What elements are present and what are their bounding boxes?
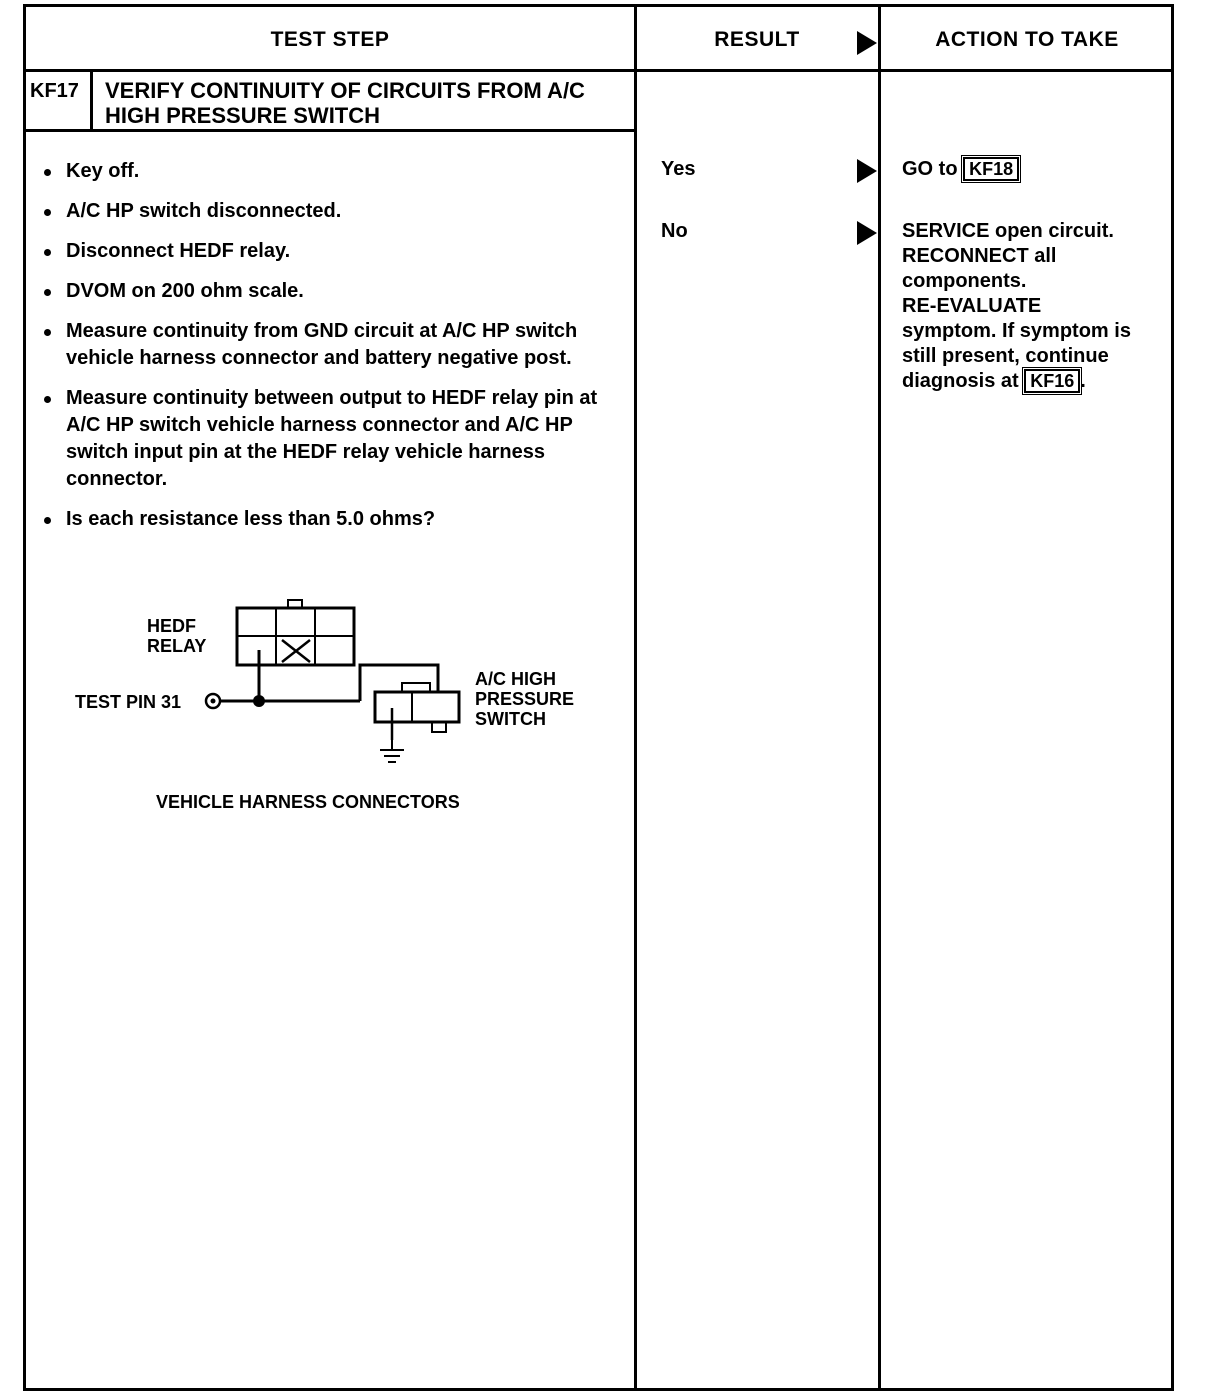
switch-label-2: PRESSURE <box>475 689 575 709</box>
step-ref-kf18[interactable]: KF18 <box>963 157 1019 181</box>
relay-label-2: RELAY <box>147 636 207 656</box>
bullet-icon <box>44 329 51 336</box>
action-yes: GO to KF18 <box>902 157 1164 182</box>
header-divider <box>23 69 1174 72</box>
result-yes-arrow-icon <box>857 159 877 183</box>
step-title-line-2: HIGH PRESSURE SWITCH <box>105 103 381 128</box>
ground-icon <box>380 740 404 762</box>
step-id-divider <box>90 70 93 131</box>
bullet-icon <box>44 169 51 176</box>
column-divider-action <box>878 4 881 1391</box>
bullet-icon <box>44 249 51 256</box>
header-arrow-icon <box>857 31 877 55</box>
procedure-list <box>40 158 620 546</box>
procedure-item: Measure continuity from GND circuit at A/C HP switch vehicle harness connector and battery negative post. <box>40 318 620 372</box>
diagram-caption: VEHICLE HARNESS CONNECTORS <box>156 792 460 812</box>
step-title-line-1: VERIFY CONTINUITY OF CIRCUITS FROM A/C <box>105 78 585 103</box>
procedure-item: Is each resistance less than 5.0 ohms? <box>40 506 620 533</box>
result-no-arrow-icon <box>857 221 877 245</box>
result-no: No <box>661 220 688 242</box>
bullet-icon <box>44 396 51 403</box>
test-pin-label: TEST PIN 31 <box>75 692 182 712</box>
procedure-item: Measure continuity between output to HEDF relay pin at A/C HP switch vehicle harness connector and A/C HP switch input pin at the HEDF relay vehicle harness connector. <box>40 385 620 493</box>
header-test-step: TEST STEP <box>270 28 390 51</box>
bullet-icon <box>44 209 51 216</box>
header-action: ACTION TO TAKE <box>935 28 1119 51</box>
relay-label-1: HEDF <box>147 616 196 636</box>
wiring-diagram <box>60 590 600 830</box>
switch-label-1: A/C HIGH <box>475 669 556 689</box>
procedure-item: Key off. <box>40 158 620 185</box>
step-id: KF17 <box>30 80 79 102</box>
bullet-icon <box>44 289 51 296</box>
step-title <box>105 78 635 128</box>
action-no: SERVICE open circuit. RECONNECT all components. RE-EVALUATE symptom. If symptom is still present, continue diagnosis at KF16 . <box>902 220 1131 392</box>
procedure-item: DVOM on 200 ohm scale. <box>40 278 620 305</box>
switch-label-3: SWITCH <box>475 709 546 729</box>
bullet-icon <box>44 517 51 524</box>
procedure-item: A/C HP switch disconnected. <box>40 198 620 225</box>
procedure-item: Disconnect HEDF relay. <box>40 238 620 265</box>
result-yes: Yes <box>661 158 696 180</box>
header-result: RESULT <box>714 28 800 51</box>
step-title-divider <box>23 129 637 132</box>
ac-high-pressure-switch-connector-icon <box>375 683 459 740</box>
junction-dot-icon <box>253 695 265 707</box>
column-divider-result <box>634 4 637 1391</box>
step-ref-kf16[interactable]: KF16 <box>1024 369 1080 393</box>
hedf-relay-connector-icon <box>237 600 354 665</box>
